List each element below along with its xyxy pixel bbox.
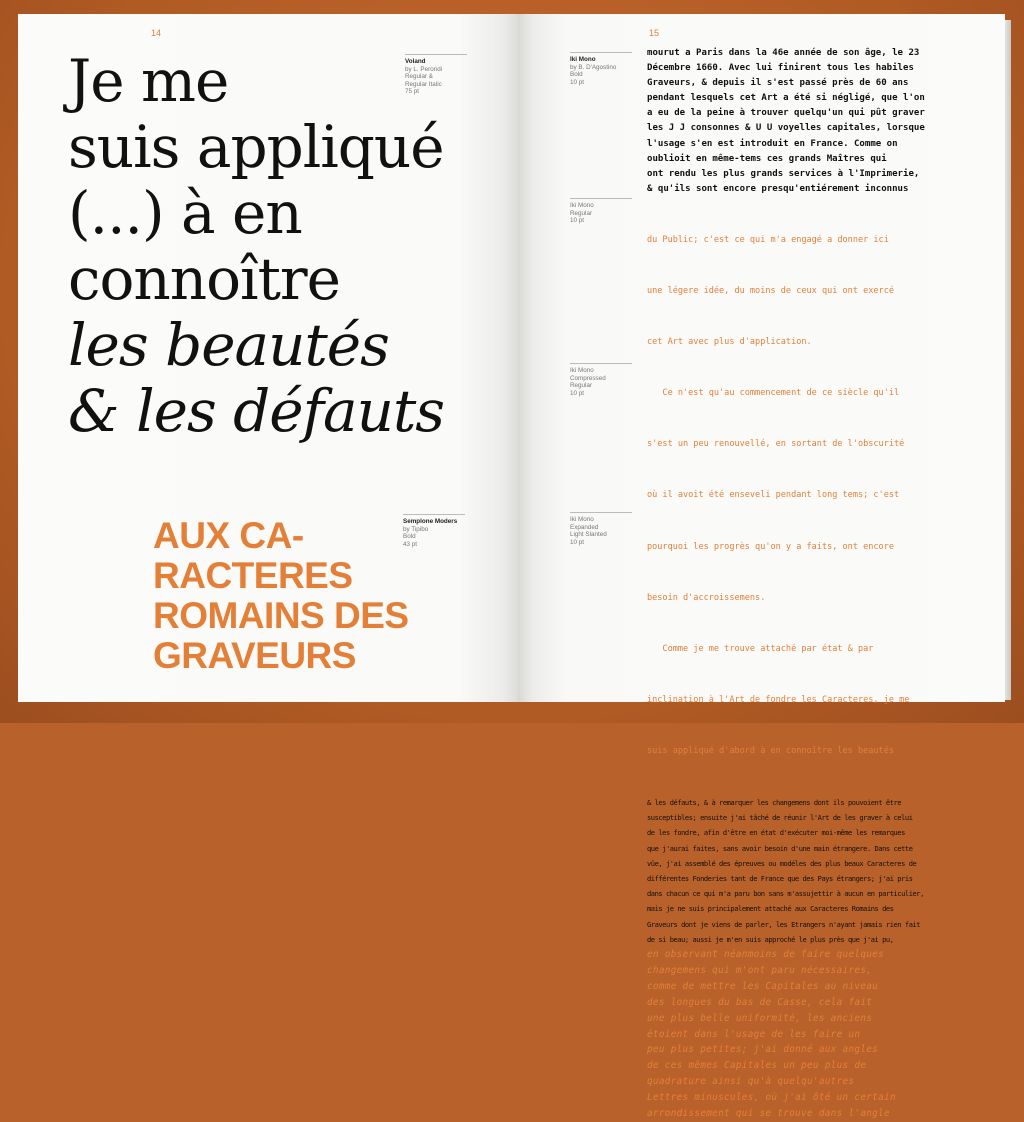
text-line: Comme je me trouve attaché par état & par: [647, 643, 874, 654]
page-number-left: 14: [151, 28, 162, 38]
spec-line: Bold: [570, 71, 583, 79]
type-spec-iki-regular: [570, 198, 632, 225]
text-line: s'est un peu renouvellé, en sortant de l'obscurité: [647, 439, 905, 450]
subhead-line: AUX CA-: [153, 515, 304, 556]
text-line: en observant néanmoins de faire quelques: [647, 949, 885, 960]
spec-line: by L. Perondi: [405, 65, 443, 73]
text-line: différentes Fonderies tant de France que des Pays étrangers; j'ai pris: [647, 873, 913, 883]
spec-rule: [405, 54, 467, 55]
spec-rule: [403, 514, 465, 515]
text-line: comme de mettre les Capitales au niveau: [647, 980, 879, 992]
text-line: a eu de la peine à trouver quelqu'un qui pût graver: [647, 108, 925, 119]
text-line: l'usage s'en est introduit en France. Comme on: [647, 138, 898, 149]
text-line: dans chacun ce qui m'a paru bon sans m'assujettir à aucun en particulier,: [647, 889, 924, 899]
spec-line: Regular: [570, 209, 593, 217]
spec-line: Compressed: [570, 374, 606, 382]
paragraph-compressed: [647, 795, 987, 947]
text-line: de ces mêmes Capitales un peu plus de: [647, 1060, 867, 1072]
text-line: Décembre 1660. Avec lui finirent tous les habiles: [647, 63, 914, 74]
paragraph-regular: [647, 197, 987, 795]
spec-rule: [570, 198, 632, 199]
subhead-line: GRAVEURS: [153, 635, 356, 676]
text-line: Graveurs, & depuis il s'est passé près de 60 ans: [647, 78, 909, 89]
spec-font-name: Iki Mono: [570, 516, 594, 523]
spec-rule: [570, 363, 632, 364]
spec-line: 10 pt: [570, 389, 585, 397]
headline-line: Je me: [68, 47, 229, 115]
text-line: de les fondre, afin d'être en état d'exécuter moi-même les remarques: [647, 828, 905, 838]
spec-line: 75 pt: [405, 88, 420, 96]
book-spread: [18, 14, 1013, 1120]
text-line: besoin d'accroissemens.: [647, 592, 766, 603]
text-line: Ce n'est qu'au commencement de ce siècle qu'il: [647, 388, 900, 399]
text-line: mourut a Paris dans la 46e année de son âge, le 23: [647, 48, 920, 58]
text-line: arrondissement qui se trouve dans l'angle: [647, 1108, 890, 1120]
spec-line: by B. D'Agostino: [570, 63, 617, 71]
headline-line: (...) à en: [68, 179, 302, 247]
text-line: ont rendu les plus grands services à l'Imprimerie,: [647, 168, 920, 179]
spec-line: 10 pt: [570, 78, 585, 86]
spec-line: Regular &: [405, 73, 434, 81]
text-line: les J J consonnes & U U voyelles capitales, lorsque: [647, 123, 925, 134]
text-line: une légere idée, du moins de ceux qui ont exercé: [647, 286, 894, 297]
text-line: du Public; c'est ce qui m'a engagé a donner ici: [647, 234, 889, 245]
text-line: que j'aurai faites, sans avoir besoin d'une main étrangere. Dans cette: [647, 843, 913, 853]
text-line: Lettres minuscules, où j'ai ôté un certain: [647, 1092, 896, 1104]
text-line: Graveurs dont je viens de parler, les Etrangers n'ayant jamais rien fait: [647, 919, 921, 929]
text-line: & qu'ils sont encore presqu'entiérement inconnus: [647, 183, 909, 194]
spec-line: Light Slanted: [570, 531, 607, 539]
text-line: inclination à l'Art de fondre les Caracteres, je me: [647, 694, 910, 705]
text-line: où il avoit été enseveli pendant long tems; c'est: [647, 490, 900, 501]
text-line: vûe, j'ai assemblé des épreuves ou modéles des plus beaux Caracteres de: [647, 858, 917, 868]
spec-rule: [570, 512, 632, 513]
text-line: changemens qui m'ont paru nécessaires,: [647, 964, 873, 976]
body-text: [647, 46, 987, 1122]
headline-line: suis appliqué: [68, 113, 444, 181]
text-line: oublioit en même-tems ces grands Maîtres qui: [647, 153, 887, 164]
text-line: cet Art avec plus d'application.: [647, 337, 812, 348]
text-line: pourquoi les progrès qu'on y a faits, ont encore: [647, 541, 894, 552]
paragraph-light-slanted: [647, 947, 987, 1122]
type-spec-iki-bold: [570, 52, 632, 86]
text-line: pendant lesquels cet Art a été si négligé, que l'on: [647, 93, 925, 104]
spec-rule: [570, 52, 632, 53]
spec-line: Regular Italic: [405, 80, 442, 88]
spec-font-name: Voland: [405, 58, 426, 65]
text-line: & les défauts, & à remarquer les changemens dont ils pouvoient être: [647, 797, 902, 807]
spec-font-name: Iki Mono: [570, 367, 594, 374]
text-line: quadrature ainsi qu'à quelqu'autres: [647, 1076, 855, 1088]
spec-line: Expanded: [570, 523, 599, 531]
spec-line: 10 pt: [570, 538, 585, 546]
type-spec-iki-compressed: [570, 363, 632, 397]
spec-line: Bold: [403, 533, 416, 541]
text-line: des longues du bas de Casse, cela fait: [647, 996, 873, 1008]
type-spec-iki-expanded: [570, 512, 632, 546]
headline-line: connoître: [68, 245, 340, 313]
page-number-right: 15: [649, 28, 660, 38]
spec-line: 10 pt: [570, 217, 585, 225]
type-spec-semplone: [403, 514, 465, 548]
text-line: étoient dans l'usage de les faire un: [647, 1028, 861, 1040]
text-line: susceptibles; ensuite j'ai tâché de réunir l'Art de les graver à celui: [647, 813, 913, 823]
text-line: une plus belle uniformité, les anciens: [647, 1012, 873, 1024]
spec-line: by Tipibo: [403, 525, 429, 533]
left-page: [18, 14, 518, 702]
headline-italic-line: & les défauts: [68, 377, 445, 445]
spec-line: 43 pt: [403, 540, 418, 548]
right-page: [518, 14, 1005, 1120]
subhead-line: ROMAINS DES: [153, 595, 409, 636]
type-spec-voland: [405, 54, 467, 96]
text-line: suis appliqué d'abord à en connoître les beautés: [647, 745, 894, 756]
spec-font-name: Semplone Moders: [403, 518, 458, 525]
spec-font-name: Iki Mono: [570, 56, 596, 63]
subhead-line: RACTERES: [153, 555, 353, 596]
spec-line: Regular: [570, 382, 593, 390]
text-line: peu plus petites; j'ai donné aux angles: [647, 1044, 879, 1056]
spec-font-name: Iki Mono: [570, 202, 594, 209]
headline-italic-line: les beautés: [68, 311, 389, 379]
page-block-edge: [1005, 20, 1011, 700]
paragraph-bold: [647, 46, 987, 197]
text-line: de si beau; aussi je m'en suis approché le plus près que j'ai pu,: [647, 934, 894, 944]
text-line: mais je ne suis principalement attaché aux Caracteres Romains des: [647, 904, 894, 914]
headline: [68, 48, 508, 444]
